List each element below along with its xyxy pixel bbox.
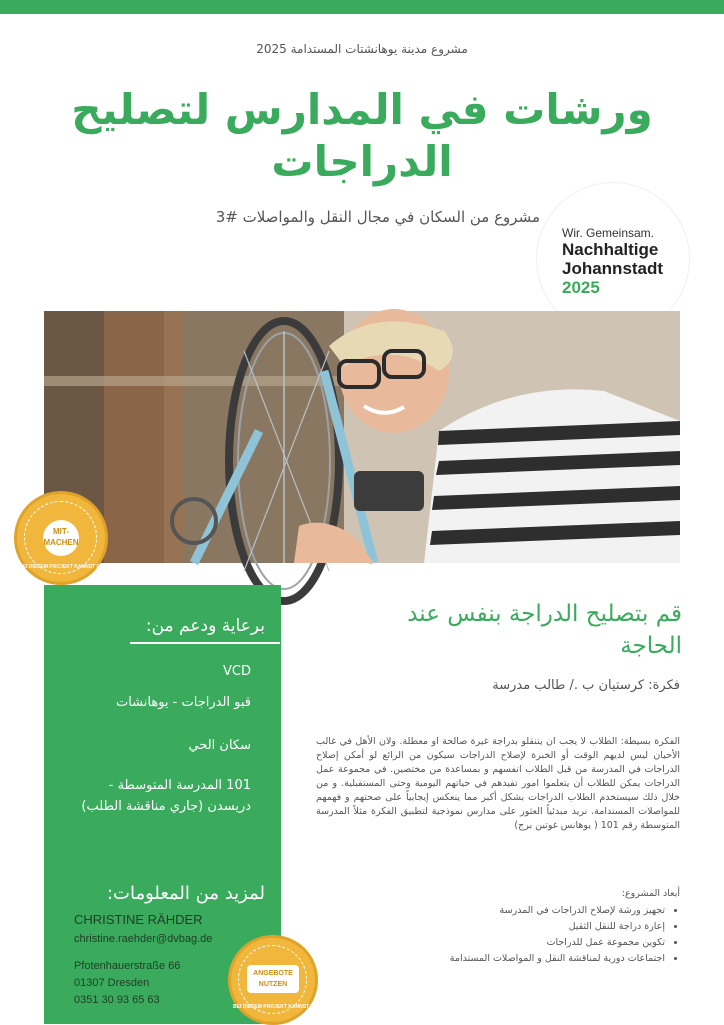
list-item: • إعارة دراجة للنقل الثقيل <box>340 919 665 935</box>
badge-line-2: Nachhaltige <box>562 240 659 259</box>
contact-email[interactable]: christine.raehder@dvbag.de <box>74 933 213 945</box>
page-subtitle: مشروع من السكان في مجال النقل والمواصلات #3 <box>215 208 540 226</box>
goals-title: أبعاد المشروع: <box>621 888 680 899</box>
list-item: • تجهيز ورشة لإصلاح الدراجات في المدرسة <box>340 903 665 919</box>
page-title: ورشات في المدارس لتصليح الدراجات <box>71 85 653 186</box>
description-paragraph: الفكرة بسيطة: الطلاب لا يجب ان يتنقلو بدراجة غيرة صالحة او معطلة. ولان الأهل في غالب الأحيان ليس لديهم الوقت أو الخبرة لإصلاح الدراجات سيكون من الرائع لو أمكن إصلاح الدراجات في المدرسة من قبل الطلاب انفسهم و بمساعدة من مختصين. في مجموعة عمل الدراجات يمكن للطلاب أن يتعلموا امور تفيدهم في حياتهم اليومية وحتى المستقبلية. و من خلال ذلك سيستخدم الطلاب الدراجات بشكل أكبر مما ينعكس إيجابياً على صحتهم و فهمهم للمواصلات المستدامة. نريد مبدئياً العثور على مدارس نموذجية لتطبيق الفكرة مثلاً المدرسة المتوسطة رقم 101 ( يوهانس غوتين برج) <box>316 736 680 831</box>
sponsor-heading: برعاية ودعم من: <box>145 616 265 636</box>
bike-repair-photo <box>44 311 680 563</box>
goals-list <box>340 903 677 967</box>
section-heading: قم بتصليح الدراجة بنفس عند الحاجة <box>407 601 682 659</box>
stamp-center-label: ANGEBOTE NUTZEN <box>247 965 299 993</box>
stamp-ring-text: BEI DIESEM PROJEKT KANNST DU · Werde aktiv! <box>233 1004 352 1010</box>
top-accent-bar <box>0 0 724 14</box>
sponsor-item: VCD <box>223 664 251 679</box>
badge-line-4: 2025 <box>562 278 600 297</box>
badge-line-1: Wir. Gemeinsam. <box>562 226 655 240</box>
badge-line-3: Johannstadt <box>562 259 664 278</box>
angebote-nutzen-stamp <box>228 935 352 1025</box>
logo-badge-text <box>562 226 692 298</box>
address-city: 01307 Dresden <box>74 977 150 989</box>
photo-illustration <box>44 311 680 563</box>
phone-number: 0351 30 93 65 63 <box>74 994 160 1006</box>
sponsor-item: قبو الدراجات - يوهانشات <box>115 695 251 710</box>
sponsor-item: سكان الحي <box>188 738 251 753</box>
project-overline: مشروع مدينة يوهانشتات المستدامة 2025 <box>256 42 468 56</box>
info-heading: لمزيد من المعلومات: <box>106 883 265 904</box>
sponsor-divider <box>130 642 280 644</box>
address-street: Pfotenhauerstraße 66 <box>74 960 181 972</box>
stamp-center-label: MIT- MACHEN <box>43 520 79 556</box>
stamp-ring-text: BEI DIESEM PROJEKT KANNST DU · Werde aktiv! <box>19 564 138 570</box>
sponsor-item: 101 المدرسة المتوسطة - دريسدن (جاري مناقشة الطلب) <box>81 778 251 814</box>
list-item: • اجتماعات دورية لمناقشة النقل و المواصلات المستدامة <box>340 951 665 967</box>
mitmachen-stamp <box>14 491 138 585</box>
contact-name: CHRISTINE RÄHDER <box>74 912 203 927</box>
list-item: • تكوين مجموعة عمل للدراجات <box>340 935 665 951</box>
idea-credit: فكرة: كرستيان ب ./ طالب مدرسة <box>492 678 680 693</box>
